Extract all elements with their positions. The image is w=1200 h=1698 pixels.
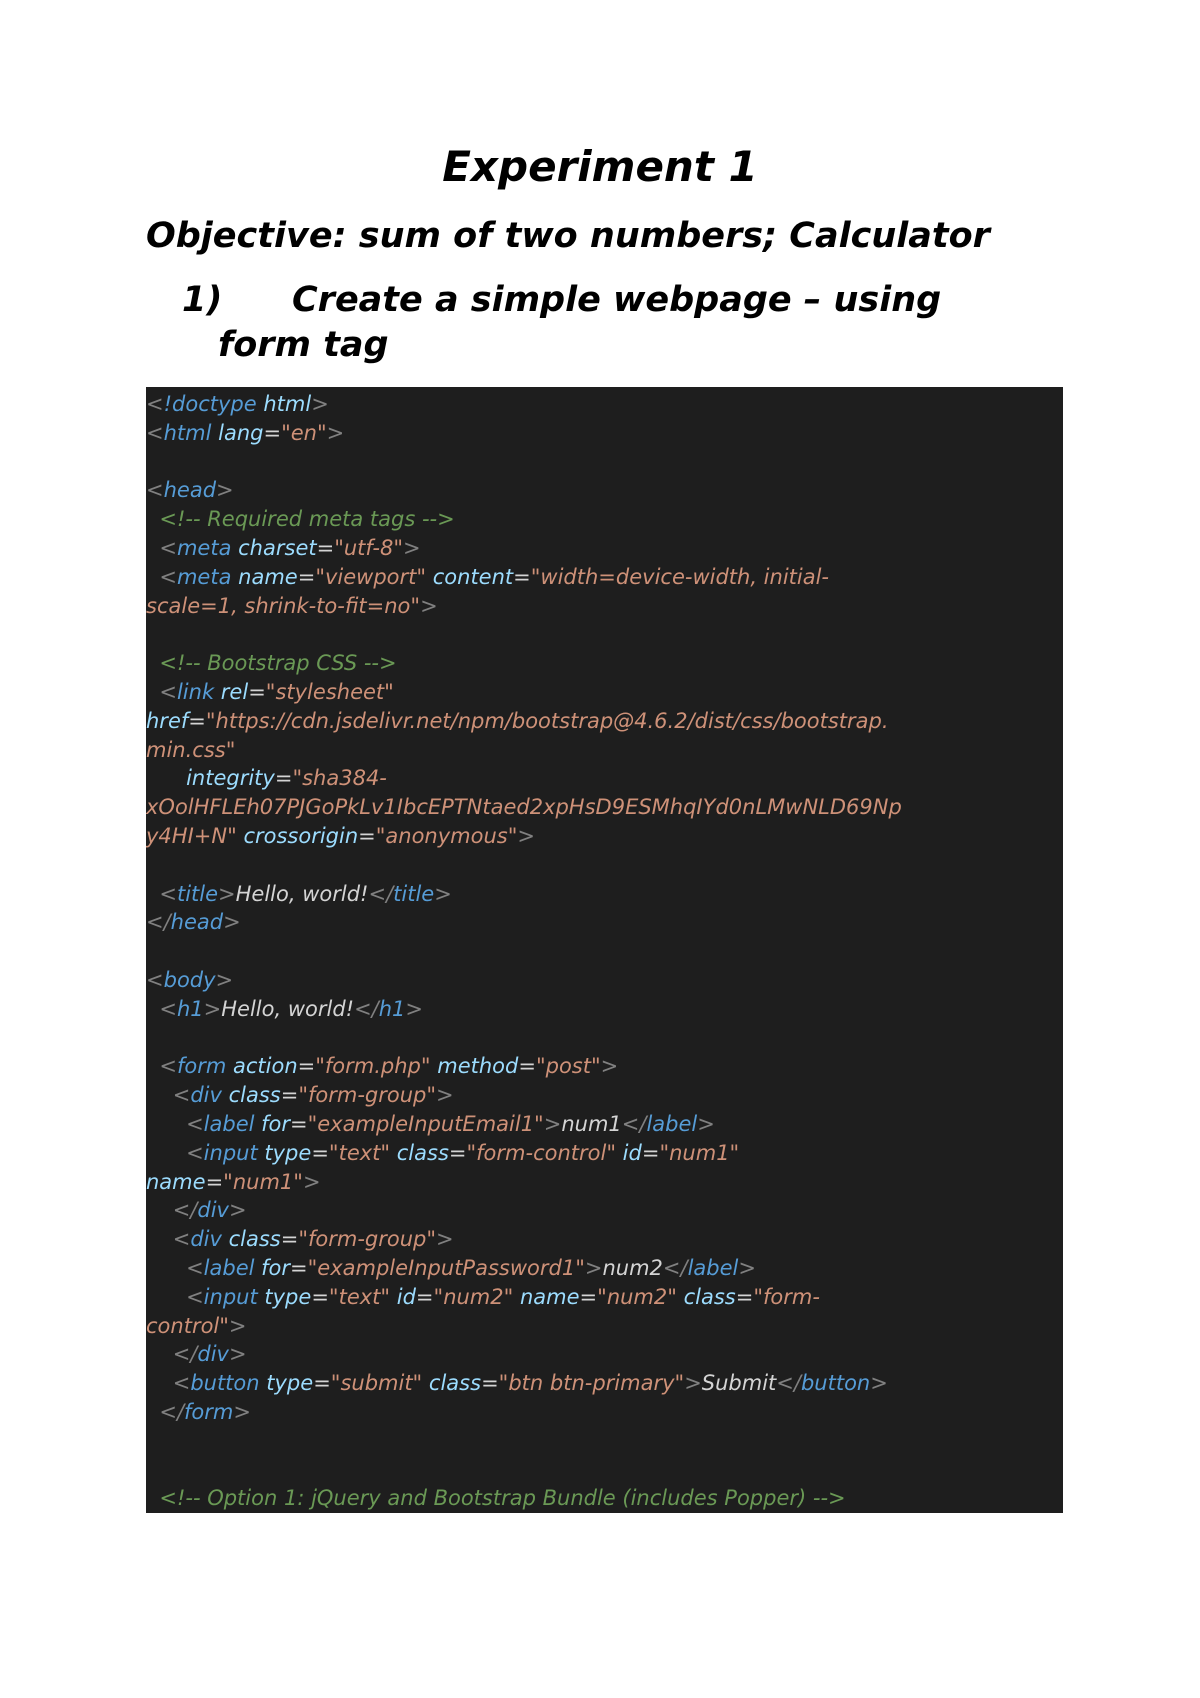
code-token: title	[176, 881, 219, 906]
code-line	[146, 419, 1063, 448]
code-token: class	[428, 1371, 482, 1396]
code-token: >	[600, 1054, 619, 1079]
code-token: "text"	[328, 1284, 391, 1309]
code-token	[146, 1371, 173, 1395]
code-line	[146, 1283, 1063, 1312]
code-token: "btn btn-primary"	[498, 1371, 685, 1396]
code-token: head	[163, 478, 217, 503]
code-token	[146, 680, 159, 704]
code-token: <	[159, 881, 177, 906]
code-line	[146, 1455, 1063, 1484]
code-token: =	[358, 823, 376, 848]
code-line	[146, 1139, 1063, 1168]
code-token: </	[146, 910, 171, 935]
code-token: <	[172, 1371, 191, 1396]
code-token: form	[184, 1399, 234, 1424]
code-line	[146, 390, 1063, 419]
code-token: "sha384-	[292, 766, 387, 791]
step-heading	[182, 278, 1002, 368]
code-token: rel	[220, 679, 249, 704]
code-token: "num1"	[659, 1140, 740, 1165]
code-token: =	[263, 420, 282, 445]
code-token: >	[684, 1371, 702, 1396]
code-line	[146, 1110, 1063, 1139]
code-token: Submit	[701, 1371, 777, 1396]
code-token: </	[662, 1255, 688, 1280]
code-token: label	[687, 1255, 739, 1280]
code-line	[146, 1196, 1063, 1225]
code-token: =	[311, 1140, 329, 1165]
code-token: >	[311, 392, 329, 416]
code-token	[146, 1083, 173, 1107]
step-number: 1)	[182, 280, 223, 320]
code-token: "form-group"	[298, 1083, 437, 1108]
step-text-line2: form tag	[218, 325, 389, 365]
code-token: =	[297, 1054, 316, 1079]
code-token: button	[800, 1371, 871, 1396]
code-token: control"	[146, 1313, 229, 1338]
code-token	[222, 1227, 229, 1251]
code-token: >	[584, 1255, 603, 1280]
code-token	[146, 1054, 159, 1078]
code-token: label	[203, 1255, 255, 1280]
code-token: type	[264, 1140, 312, 1165]
code-line	[146, 707, 1063, 736]
code-token: =	[205, 1169, 224, 1194]
code-token: scale=1, shrink-to-fit=no"	[146, 593, 421, 618]
code-token: type	[266, 1371, 314, 1396]
code-token: >	[436, 1083, 454, 1108]
code-token: id	[622, 1140, 642, 1165]
code-token: label	[646, 1111, 698, 1136]
code-token: "num2"	[597, 1284, 677, 1309]
code-token: =	[481, 1371, 499, 1396]
code-token: charset	[238, 535, 317, 560]
code-token: name	[519, 1284, 580, 1309]
code-token: num2	[602, 1255, 663, 1280]
code-line	[146, 1024, 1063, 1053]
code-token: meta	[176, 535, 232, 560]
code-token: "https://cdn.jsdelivr.net/npm/bootstrap@4.6.2/dist/css/bootstrap.	[205, 708, 889, 733]
code-token: name	[146, 1169, 206, 1194]
code-line	[146, 476, 1063, 505]
objective-heading: Objective: sum of two numbers; Calculator	[146, 216, 990, 256]
code-line	[146, 1427, 1063, 1456]
code-token	[390, 1285, 397, 1309]
code-token: "num1"	[223, 1169, 303, 1194]
code-line	[146, 678, 1063, 707]
code-token: >	[223, 910, 241, 935]
code-token: <	[146, 967, 164, 992]
code-token: "num2"	[433, 1284, 514, 1309]
code-line	[146, 1340, 1063, 1369]
code-line	[146, 908, 1063, 937]
code-line	[146, 620, 1063, 649]
code-token: =	[297, 564, 316, 589]
code-token: div	[197, 1342, 229, 1367]
code-token: =	[248, 679, 266, 704]
code-token	[146, 1285, 186, 1309]
code-line	[146, 880, 1063, 909]
code-token	[146, 882, 159, 906]
code-content	[146, 387, 1063, 1513]
code-token: =	[290, 1255, 308, 1280]
code-token: =	[735, 1284, 754, 1309]
code-token: Hello, world!	[221, 996, 355, 1021]
code-token: >	[228, 1198, 247, 1223]
code-token: <	[159, 535, 177, 560]
code-token: =	[448, 1140, 467, 1165]
code-token: form	[176, 1054, 227, 1079]
code-token: method	[437, 1054, 519, 1079]
code-token: =	[280, 1083, 299, 1108]
code-token	[226, 1054, 233, 1078]
code-token: >	[517, 823, 535, 848]
page-title: Experiment 1	[442, 142, 758, 191]
code-token	[146, 766, 186, 790]
code-token: >	[403, 535, 421, 560]
code-token: "submit"	[330, 1371, 423, 1396]
code-token: "viewport"	[315, 564, 427, 589]
code-token	[146, 565, 159, 589]
code-token	[146, 1342, 173, 1366]
code-token: =	[641, 1140, 660, 1165]
code-token: <	[159, 679, 177, 704]
code-token: =	[280, 1227, 299, 1252]
code-token: <	[186, 1255, 204, 1280]
code-token: <!-- Required meta tags -->	[146, 507, 455, 532]
code-token: "anonymous"	[375, 823, 518, 848]
code-token: label	[203, 1111, 255, 1136]
code-token: =	[274, 766, 293, 791]
code-token: content	[432, 564, 514, 589]
code-token: "form-	[753, 1284, 820, 1309]
code-token: "text"	[328, 1140, 391, 1165]
code-line	[146, 851, 1063, 880]
code-token: input	[203, 1284, 258, 1309]
code-token: =	[579, 1284, 598, 1309]
code-token: class	[228, 1083, 281, 1108]
code-token	[146, 1141, 186, 1165]
code-line	[146, 937, 1063, 966]
code-token: h1	[378, 996, 406, 1021]
code-line	[146, 822, 1063, 851]
code-token: >	[228, 1342, 247, 1367]
code-token: href	[146, 708, 189, 733]
code-token: <!-- Bootstrap CSS -->	[146, 651, 397, 676]
code-token: </	[172, 1342, 198, 1367]
code-line	[146, 1225, 1063, 1254]
code-token: </	[354, 996, 379, 1021]
code-token: =	[290, 1111, 308, 1136]
code-token: >	[215, 967, 234, 992]
code-token: type	[264, 1284, 312, 1309]
code-line	[146, 736, 1063, 765]
step-text-line1: Create a simple webpage – using	[292, 280, 942, 320]
code-token: class	[683, 1284, 736, 1309]
code-token: </	[776, 1371, 801, 1396]
code-token: <	[159, 564, 177, 589]
code-token	[146, 1227, 173, 1251]
code-token: >	[434, 881, 452, 906]
code-token: >	[326, 420, 345, 445]
code-token: body	[163, 967, 216, 992]
code-token: name	[238, 564, 298, 589]
code-token: <	[172, 1227, 191, 1252]
code-line	[146, 793, 1063, 822]
code-token: >	[738, 1255, 756, 1280]
code-token: >	[436, 1227, 454, 1252]
code-token: <	[186, 1111, 204, 1136]
code-token: =	[313, 1371, 331, 1396]
code-token: <	[146, 392, 164, 416]
code-token: >	[203, 996, 222, 1021]
code-token: for	[261, 1111, 291, 1136]
code-token: >	[302, 1169, 321, 1194]
code-line	[146, 966, 1063, 995]
code-token: </	[159, 1399, 185, 1424]
code-line	[146, 592, 1063, 621]
code-token: "post"	[535, 1054, 601, 1079]
code-token: "form.php"	[315, 1054, 431, 1079]
code-token: html	[163, 420, 212, 445]
code-token: class	[396, 1140, 449, 1165]
code-token	[214, 680, 221, 704]
code-token	[146, 1112, 186, 1136]
code-token: =	[188, 708, 206, 733]
code-token: =	[513, 564, 531, 589]
code-token: !doctype	[163, 392, 257, 416]
code-line	[146, 1398, 1063, 1427]
code-token: <	[146, 478, 164, 503]
code-line	[146, 1052, 1063, 1081]
code-token: for	[261, 1255, 291, 1280]
code-token: </	[621, 1111, 647, 1136]
code-token: "form-control"	[466, 1140, 616, 1165]
code-token	[426, 565, 433, 589]
code-token: >	[543, 1111, 562, 1136]
code-token: link	[176, 679, 215, 704]
code-token: "form-group"	[298, 1227, 437, 1252]
code-line	[146, 448, 1063, 477]
code-token	[513, 1285, 520, 1309]
code-token: lang	[218, 420, 264, 445]
code-token: </	[172, 1198, 198, 1223]
code-token: <!-- Option 1: jQuery and Bootstrap Bundle (includes Popper) -->	[146, 1486, 846, 1511]
code-token: head	[170, 910, 224, 935]
code-token: =	[311, 1284, 329, 1309]
code-token: =	[415, 1284, 434, 1309]
code-line	[146, 995, 1063, 1024]
code-line	[146, 534, 1063, 563]
code-token: class	[228, 1227, 281, 1252]
code-token: input	[203, 1140, 258, 1165]
code-line	[146, 505, 1063, 534]
code-token: integrity	[186, 766, 275, 791]
code-token	[146, 1198, 173, 1222]
code-token: <	[146, 420, 164, 445]
code-token: <	[186, 1284, 204, 1309]
code-line	[146, 1081, 1063, 1110]
code-token: >	[233, 1399, 251, 1424]
code-token: h1	[176, 996, 204, 1021]
code-token	[146, 1256, 186, 1280]
code-token: crossorigin	[243, 823, 359, 848]
code-token: action	[233, 1054, 298, 1079]
code-token: "utf-8"	[334, 535, 404, 560]
code-token: >	[405, 996, 424, 1021]
code-line	[146, 1312, 1063, 1341]
code-token: >	[697, 1111, 715, 1136]
code-token	[222, 1083, 229, 1107]
code-token	[390, 1141, 397, 1165]
code-line	[146, 1484, 1063, 1513]
code-token: <	[172, 1083, 191, 1108]
code-token: title	[393, 881, 435, 906]
code-line	[146, 1254, 1063, 1283]
code-token: xOolHFLEh07PJGoPkLv1IbcEPTNtaed2xpHsD9ESMhqIYd0nLMwNLD69Np	[146, 795, 902, 820]
code-line	[146, 1369, 1063, 1398]
code-token: >	[228, 1313, 247, 1338]
code-line	[146, 649, 1063, 678]
code-token: min.css"	[146, 737, 236, 762]
code-token: div	[190, 1227, 222, 1252]
code-token: <	[159, 1054, 177, 1079]
code-token: =	[316, 535, 335, 560]
code-token: "width=device-width, initial-	[530, 564, 830, 589]
code-token: "exampleInputPassword1"	[307, 1255, 585, 1280]
code-token: "stylesheet"	[265, 679, 394, 704]
code-token: <	[159, 996, 177, 1021]
code-token: div	[190, 1083, 222, 1108]
code-token: num1	[561, 1111, 622, 1136]
code-token: =	[518, 1054, 536, 1079]
code-token: </	[368, 881, 394, 906]
code-token: div	[197, 1198, 229, 1223]
code-block	[146, 387, 1063, 1513]
code-token: "en"	[281, 420, 327, 445]
code-token	[146, 536, 159, 560]
code-token: html	[263, 392, 312, 416]
code-token: Hello, world!	[235, 881, 369, 906]
code-token	[616, 1141, 623, 1165]
code-line	[146, 764, 1063, 793]
code-token: >	[420, 593, 438, 618]
code-token: >	[218, 881, 236, 906]
code-token	[422, 1371, 429, 1395]
code-token: y4HI+N"	[146, 823, 237, 848]
code-token: >	[216, 478, 234, 503]
code-token	[677, 1285, 684, 1309]
code-token: >	[870, 1371, 888, 1396]
code-token	[146, 1400, 159, 1424]
code-token: meta	[176, 564, 232, 589]
code-token: <	[186, 1140, 204, 1165]
code-token: "exampleInputEmail1"	[307, 1111, 544, 1136]
code-line	[146, 1168, 1063, 1197]
code-token	[146, 997, 159, 1021]
code-line	[146, 563, 1063, 592]
code-token: id	[396, 1284, 416, 1309]
code-token: button	[190, 1371, 260, 1396]
